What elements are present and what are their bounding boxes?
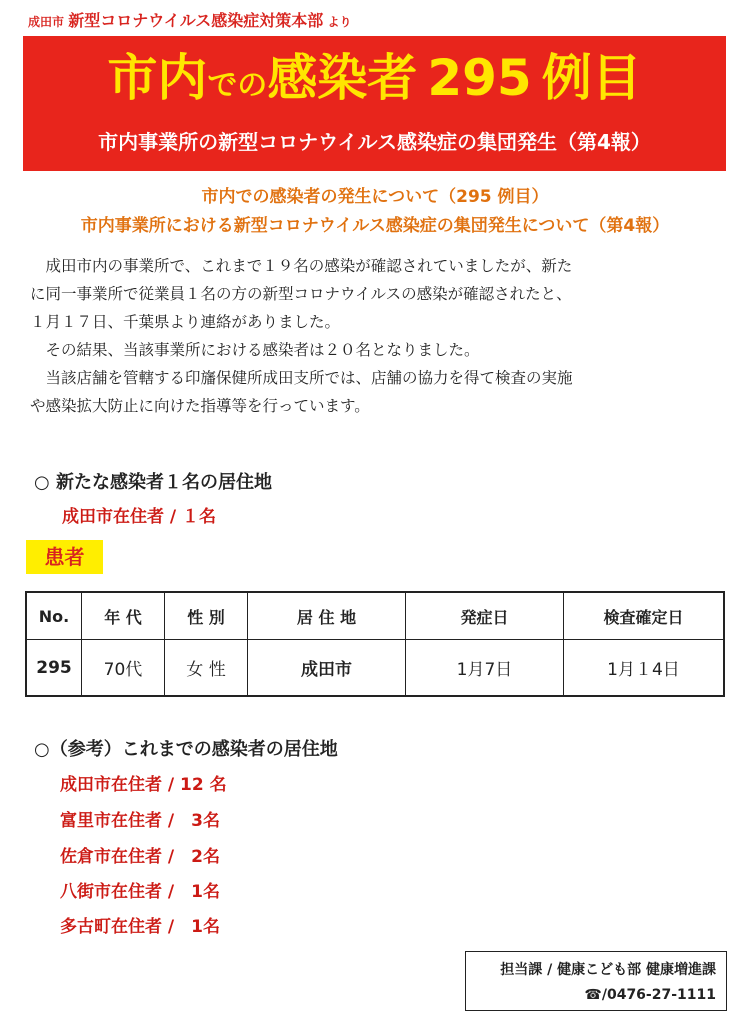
cell-confirmed: 1月１4日 (564, 640, 725, 697)
subheadings (0, 183, 750, 241)
body-line: や感染拡大防止に向けた指導等を行っています。 (30, 397, 370, 415)
col-header-age: 年 代 (82, 592, 165, 640)
reference-section-title: ○（参考）これまでの感染者の居住地 (34, 739, 338, 760)
col-header-sex: 性 別 (165, 592, 248, 640)
headline-case-count: 295 (427, 49, 532, 107)
issuer-line (28, 8, 351, 31)
issuer-hq: 新型コロナウイルス感染症対策本部 (68, 11, 324, 30)
headline-part-shinai: 市内 (107, 49, 208, 107)
table-header-row (26, 592, 724, 640)
reference-item: 成田市在住者 / 12 名 (60, 775, 227, 795)
new-case-residence: 成田市在住者 / １名 (62, 507, 217, 527)
body-line: に同一事業所で従業員１名の方の新型コロナウイルスの感染が確認されたと、 (30, 285, 572, 303)
cell-age: 70代 (82, 640, 165, 697)
col-header-residence: 居 住 地 (248, 592, 406, 640)
headline-part-reime: 例目 (541, 49, 642, 107)
case-table (25, 591, 725, 697)
body-line: 成田市内の事業所で、これまで１９名の感染が確認されていましたが、新た (30, 257, 573, 275)
reference-item: 多古町在住者 / 1名 (60, 917, 220, 937)
contact-box (465, 951, 727, 1011)
cell-sex: 女 性 (165, 640, 248, 697)
banner-headline (23, 46, 726, 122)
col-header-confirmed: 検査確定日 (564, 592, 725, 640)
reference-item: 富里市在住者 / 3名 (60, 811, 220, 831)
reference-item: 佐倉市在住者 / 2名 (60, 847, 220, 867)
subheading-2: 市内事業所における新型コロナウイルス感染症の集団発生について（第4報） (80, 216, 670, 236)
body-paragraphs (30, 252, 730, 420)
contact-phone: ☎/0476-27-1111 (584, 987, 716, 1003)
headline-part-deno: での (207, 68, 268, 103)
body-line: １月１７日、千葉県より連絡がありました。 (30, 313, 341, 331)
col-header-onset: 発症日 (406, 592, 564, 640)
cell-onset: 1月7日 (406, 640, 564, 697)
cell-residence: 成田市 (248, 640, 406, 697)
table-row (26, 640, 724, 697)
patient-badge: 患者 (26, 540, 103, 574)
reference-item: 八街市在住者 / 1名 (60, 882, 220, 902)
headline-banner (23, 36, 726, 171)
contact-department: 担当課 / 健康こども部 健康増進課 (500, 962, 716, 978)
subheading-1: 市内での感染者の発生について（295 例目） (201, 187, 549, 207)
banner-subtitle: 市内事業所の新型コロナウイルス感染症の集団発生（第4報） (98, 130, 651, 154)
issuer-city: 成田市 (28, 15, 65, 29)
body-line: 当該店舗を管轄する印旛保健所成田支所では、店舗の協力を得て検査の実施 (30, 369, 573, 387)
body-line: その結果、当該事業所における感染者は２０名となりました。 (30, 341, 480, 359)
col-header-no: No. (26, 592, 82, 640)
new-case-section-title: ○ 新たな感染者１名の居住地 (34, 472, 272, 493)
headline-part-kansensha: 感染者 (267, 49, 418, 107)
issuer-from: より (327, 15, 352, 29)
cell-no: 295 (26, 640, 82, 697)
